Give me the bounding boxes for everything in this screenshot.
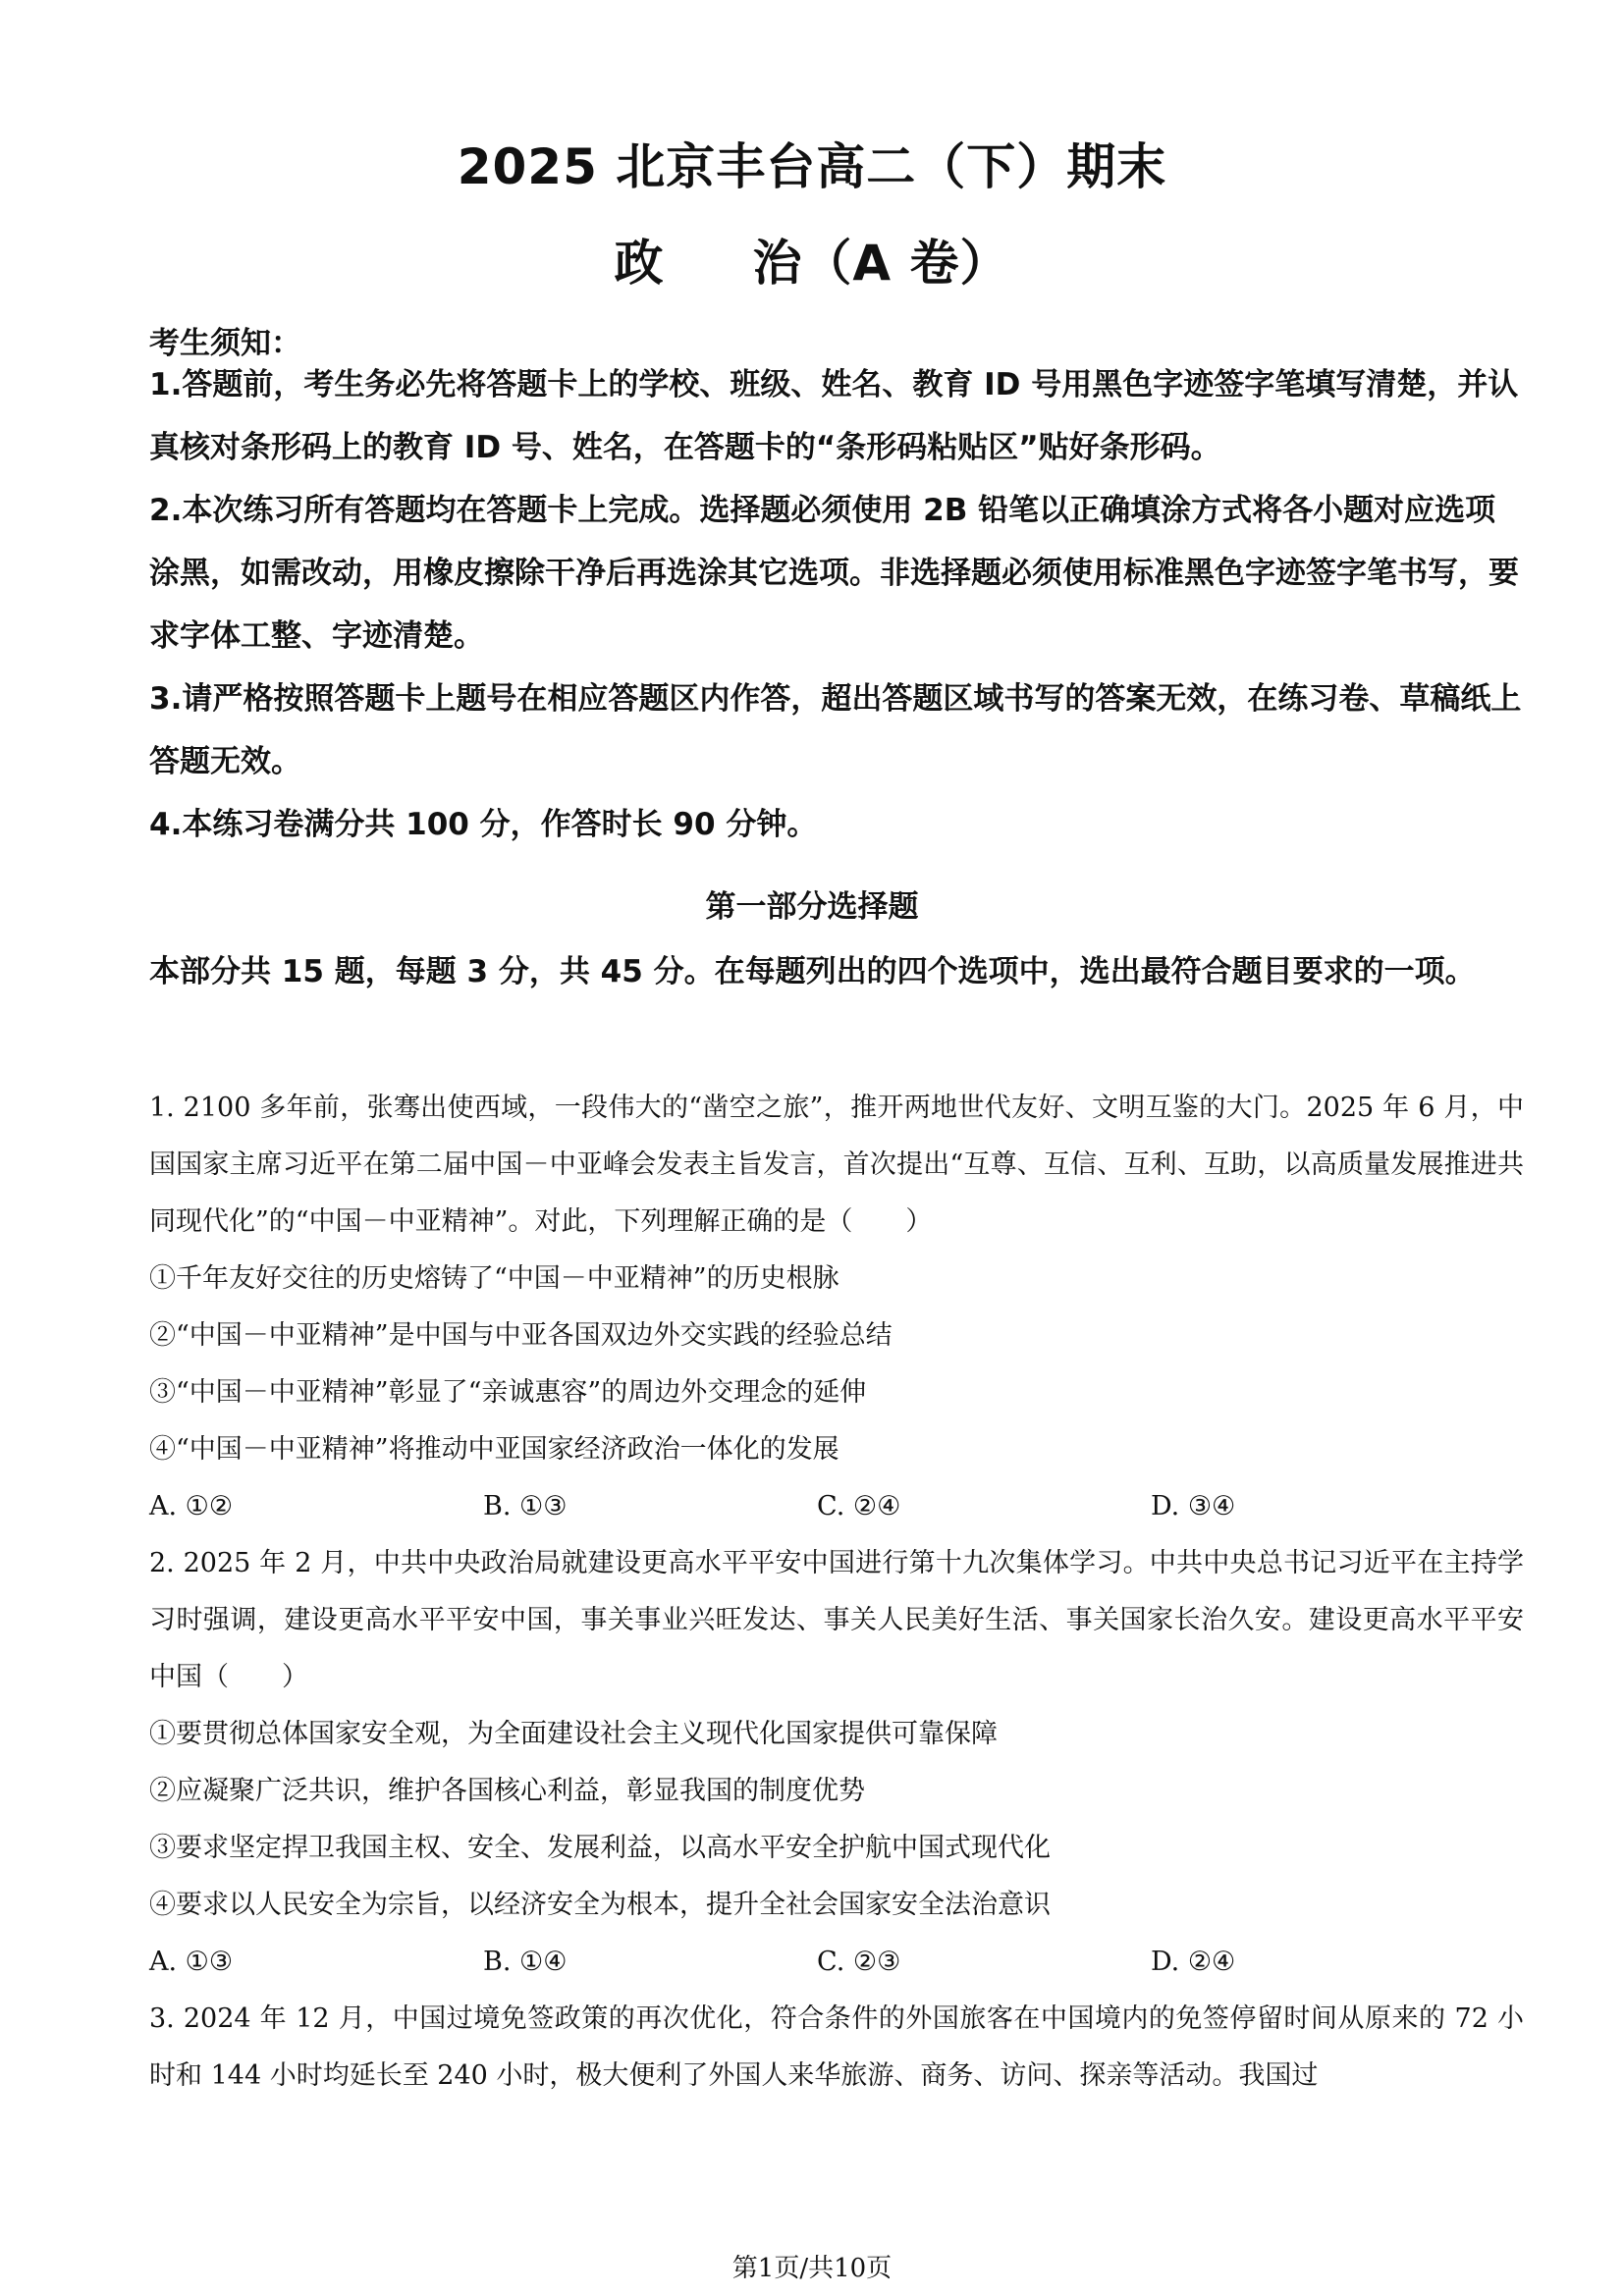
notice-item: 3.请严格按照答题卡上题号在相应答题区内作答，超出答题区域书写的答案无效，在练习卷、草稿纸上答题无效。: [149, 681, 1522, 779]
notice-item: 4.本练习卷满分共 100 分，作答时长 90 分钟。: [149, 807, 818, 842]
question-statement: ③要求坚定捍卫我国主权、安全、发展利益，以高水平安全护航中国式现代化: [149, 1833, 1051, 1863]
option-d: D. ②④: [1151, 1947, 1236, 1977]
option-c: C. ②④: [817, 1491, 901, 1522]
section-title: 第一部分选择题: [705, 889, 919, 925]
question-statement: ③“中国－中亚精神”彰显了“亲诚惠容”的周边外交理念的延伸: [149, 1377, 867, 1408]
question-statement: ④要求以人民安全为宗旨，以经济安全为根本，提升全社会国家安全法治意识: [149, 1890, 1051, 1920]
option-a: A. ①③: [149, 1947, 234, 1977]
option-b: B. ①③: [483, 1491, 568, 1522]
notice-list: [149, 353, 1524, 856]
question-statement: ④“中国－中亚精神”将推动中亚国家经济政治一体化的发展: [149, 1434, 839, 1465]
subject-title-left: 政: [614, 235, 665, 292]
question-statement: ①要贯彻总体国家安全观，为全面建设社会主义现代化国家提供可靠保障: [149, 1719, 998, 1749]
option-c: C. ②③: [817, 1947, 901, 1977]
notice-heading: 考生须知：: [149, 326, 301, 361]
option-d: D. ③④: [1151, 1491, 1236, 1522]
section-intro: 本部分共 15 题，每题 3 分，共 45 分。在每题列出的四个选项中，选出最符合题目要求的一项。: [149, 954, 1476, 989]
exam-title: 2025 北京丰台高二（下）期末: [457, 138, 1167, 195]
question-statement: ①千年友好交往的历史熔铸了“中国－中亚精神”的历史根脉: [149, 1263, 839, 1294]
notice-item: 1.答题前，考生务必先将答题卡上的学校、班级、姓名、教育 ID 号用黑色字迹签字笔填写清楚，并认真核对条形码上的教育 ID 号、姓名，在答题卡的“条形码粘贴区”贴好条形码。: [149, 367, 1519, 465]
question-statement: ②“中国－中亚精神”是中国与中亚各国双边外交实践的经验总结: [149, 1320, 893, 1351]
question-stem: 1. 2100 多年前，张骞出使西域，一段伟大的“凿空之旅”，推开两地世代友好、文明互鉴的大门。2025 年 6 月，中国国家主席习近平在第二届中国－中亚峰会发表主旨发言，首次提出“互尊、互信、互利、互助，以高质量发展推进共同现代化”的“中国－中亚精神”。对此，下列理解正确的是（ ）: [149, 1093, 1524, 1237]
option-a: A. ①②: [149, 1491, 234, 1522]
option-b: B. ①④: [483, 1947, 568, 1977]
subject-title: [0, 224, 1624, 294]
question-options: [149, 1934, 1524, 1991]
question-statement: ②应凝聚广泛共识，维护各国核心利益，彰显我国的制度优势: [149, 1776, 865, 1806]
subject-title-right: 治（A 卷）: [752, 235, 1010, 292]
page-footer: 第1页/共10页: [731, 2254, 893, 2283]
question-stem: 3. 2024 年 12 月，中国过境免签政策的再次优化，符合条件的外国旅客在中国境内的免签停留时间从原来的 72 小时和 144 小时均延长至 240 小时，极大便利了外国人来华旅游、商务、访问、探亲等活动。我国过: [149, 2003, 1524, 2091]
question-options: [149, 1478, 1524, 1535]
notice-item: 2.本次练习所有答题均在答题卡上完成。选择题必须使用 2B 铅笔以正确填涂方式将各小题对应选项涂黑，如需改动，用橡皮擦除干净后再选涂其它选项。非选择题必须使用标准黑色字迹签字笔书写，要求字体工整、字迹清楚。: [149, 493, 1519, 654]
question-stem: 2. 2025 年 2 月，中共中央政治局就建设更高水平平安中国进行第十九次集体学习。中共中央总书记习近平在主持学习时强调，建设更高水平平安中国，事关事业兴旺发达、事关人民美好生活、事关国家长治久安。建设更高水平平安中国（ ）: [149, 1548, 1524, 1692]
question-list: [149, 1080, 1524, 2105]
